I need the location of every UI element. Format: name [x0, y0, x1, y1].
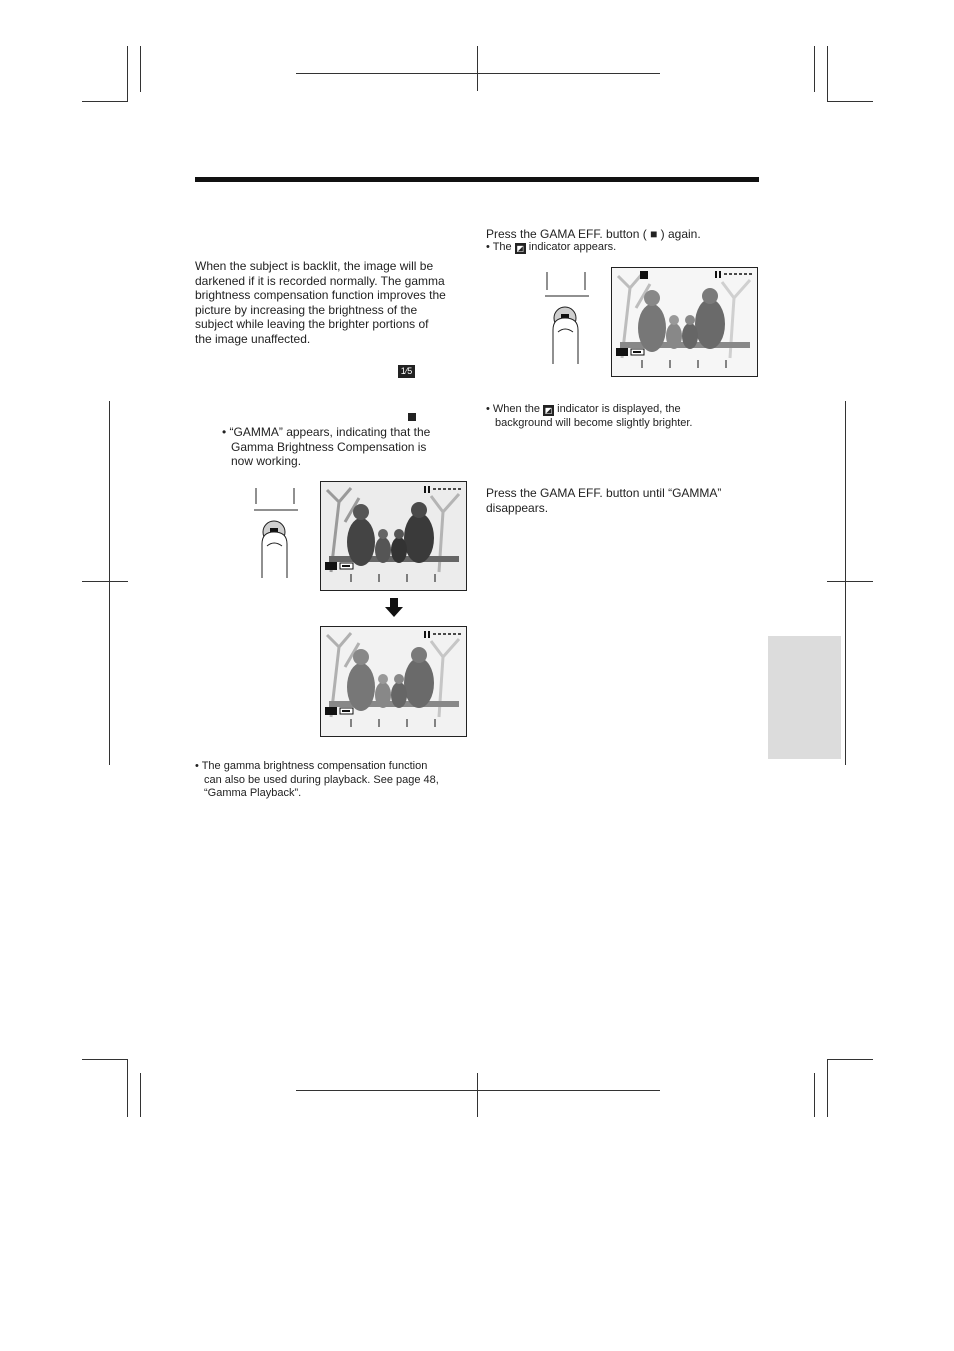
camera-screen-indicator: [611, 267, 758, 377]
finger-press-icon: [250, 484, 302, 582]
stop-square-icon: [408, 413, 416, 421]
camera-screen-before: [320, 481, 467, 591]
intro-line: subject while leaving the brighter portions of: [195, 317, 429, 332]
crop-mark: [82, 101, 128, 102]
bullet-line: • “GAMMA” appears, indicating that the: [222, 425, 431, 439]
indicator-line-start: • The: [486, 241, 512, 253]
intro-paragraph: [195, 259, 475, 347]
crop-mark: [296, 1090, 660, 1091]
step-bullet: [222, 425, 472, 469]
crop-mark: [477, 46, 478, 91]
crop-mark: [127, 1059, 128, 1117]
cancel-line: disappears.: [486, 500, 549, 515]
intro-line: When the subject is backlit, the image will be: [195, 259, 434, 273]
gamma-indicator-icon: ◩: [516, 244, 525, 253]
brightness-note: [486, 403, 756, 430]
bullet-line: Gamma Brightness Compensation is: [231, 439, 427, 454]
intro-line: brightness compensation function improves the: [195, 288, 446, 303]
intro-line: darkened if it is recorded normally. The gamma: [195, 273, 445, 288]
down-arrow-icon: [384, 598, 404, 618]
note-line: background will become slightly brighter.: [495, 416, 693, 429]
note-line: can also be used during playback. See page 48,: [204, 773, 439, 786]
finger-press-icon: [543, 270, 595, 368]
note-line: • The gamma brightness compensation function: [195, 760, 428, 772]
header-rule: [195, 177, 759, 182]
note-line: [486, 403, 756, 417]
crop-mark: [827, 581, 873, 582]
note-line: “Gamma Playback”.: [204, 787, 302, 799]
gamma-indicator-icon: ◩: [544, 406, 553, 415]
bullet-line: now working.: [231, 454, 302, 469]
note-line-start: • When the: [486, 403, 540, 415]
crop-mark: [140, 46, 141, 92]
note-line-end: indicator is displayed, the: [557, 403, 681, 415]
indicator-line-end: indicator appears.: [528, 241, 617, 253]
crop-mark: [827, 46, 828, 102]
crop-mark: [477, 1073, 478, 1117]
crop-mark: [140, 1073, 141, 1117]
crop-mark: [827, 101, 873, 102]
indicator-line: [486, 241, 756, 255]
step-again: Press the GAMA EFF. button ( ■ ) again.: [486, 227, 701, 241]
crop-mark: [814, 1073, 815, 1117]
crop-mark: [827, 1059, 873, 1060]
crop-mark: [82, 1059, 128, 1060]
intro-line: the image unaffected.: [195, 331, 311, 346]
camera-screen-after: [320, 626, 467, 737]
crop-mark: [109, 401, 110, 765]
crop-mark: [814, 46, 815, 92]
crop-mark: [127, 46, 128, 102]
intro-line: picture by increasing the brightness of the: [195, 302, 418, 317]
crop-mark: [82, 581, 128, 582]
crop-mark: [845, 401, 846, 765]
shutter-speed-icon: 1⁄5: [398, 365, 415, 378]
playback-note: [195, 760, 480, 801]
crop-mark: [827, 1059, 828, 1117]
cancel-instructions: [486, 486, 756, 515]
cancel-line: Press the GAMA EFF. button until “GAMMA”: [486, 486, 722, 500]
crop-mark: [296, 73, 660, 74]
section-side-tab: [768, 636, 841, 759]
